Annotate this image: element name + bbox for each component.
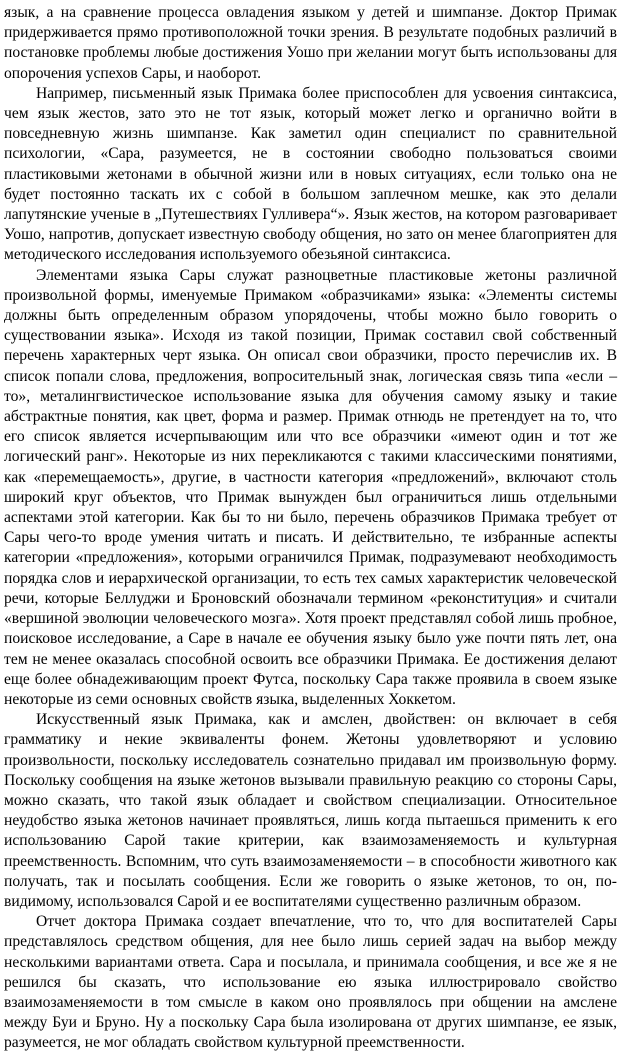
paragraph: Элементами языка Сары служат разноцветные пластиковые жетоны различной произвольной формы, именуемые Примаком «образчиками» языка: «Элементы системы должны быть определенным образом упорядочены, чтобы можно было говорить о существовании языка». Исходя из такой позиции, Примак составил свой собственный перечень характерных черт языка. Он описал свои образчики, просто перечислив их. В список попали слова, предложения, вопросительный знак, логическая связь типа «если – то», металингвистическое использование языка для обучения самому языку и такие абстрактные понятия, как цвет, форма и размер. Примак отнюдь не претендует на то, что его список является исчерпывающим или что все образчики «имеют один и тот же логический ранг». Некоторые из них перекликаются с такими классическими понятиями, как «перемещаемость», другие, в частности категория «предложений», включают столь широкий круг объектов, что Примак вынужден был ограничиться лишь отдельными аспектами этой категории. Как бы то ни было, перечень образчиков Примака требует от Сары чего-то вроде умения читать и писать. И действительно, те избранные аспекты категории «предложения», которыми ограничился Примак, подразумевают необходимость порядка слов и иерархической организации, то есть тех самых характеристик человеческой речи, которые Беллуджи и Броновский обозначали термином «реконституция» и считали «вершиной эволюции человеческого мозга». Хотя проект представлял собой лишь пробное, поисковое исследование, а Саре в начале ее обучения языку было уже почти пять лет, она тем не менее оказалась способной освоить все образчики Примака. Ее достижения делают еще более обнадеживающим проект Футса, поскольку Сара также проявила в своем языке некоторые из семи основных свойств языка, выделенных Хоккетом. (4, 266, 617, 708)
paragraph: Искусственный язык Примака, как и амслен, двойствен: он включает в себя грамматику и некие эквиваленты фонем. Жетоны удовлетворяют и условию произвольности, поскольку исследователь сознательно придавал им произвольную форму. Поскольку сообщения на языке жетонов вызывали правильную реакцию со стороны Сары, можно сказать, что такой язык обладает и свойством специализации. Относительное неудобство языка жетонов начинает проявляться, лишь когда пытаешься применить к его использованию Сарой такие критерии, как взаимозаменяемость и культурная преемственность. Вспомним, что суть взаимозаменяемости – в способности животного как получать, так и посылать сообщения. Если же говорить о языке жетонов, то он, по-видимому, использовался Сарой и ее воспитателями существенно различным образом. (4, 711, 617, 910)
paragraph: Отчет доктора Примака создает впечатление, что то, что для воспитателей Сары представлялось средством общения, для нее было лишь серией задач на выбор между несколькими вариантами ответа. Сара и посылала, и принимала сообщения, и все же я не решился бы сказать, что использование ею языка иллюстрировало свойство взаимозаменяемости в том смысле в каком оно проявлялось при общении на амслене между Буи и Бруно. Ну а поскольку Сара была изолирована от других шимпанзе, ее язык, разумеется, не мог обладать свойством культурной преемственности. (4, 913, 617, 1052)
paragraph: Например, письменный язык Примака более приспособлен для усвоения синтаксиса, чем язык жестов, зато это не тот язык, который может легко и органично войти в повседневную жизнь шимпанзе. Как заметил один специалист по сравнительной психологии, «Сара, разумеется, не в состоянии свободно пользоваться своими пластиковыми жетонами в обычной жизни или в новых ситуациях, если только она не будет постоянно таскать их с собой в большом заплечном мешке, как это делали лапутянские ученые в „Путешествиях Гулливера“». Язык жестов, на котором разговаривает Уошо, напротив, допускает известную свободу общения, но зато он менее благоприятен для методического исследования используемого обезьяной синтаксиса. (4, 84, 617, 264)
paragraph-continuation: язык, а на сравнение процесса овладения языком у детей и шимпанзе. Доктор Примак придерживается прямо противоположной точки зрения. В результате подобных различий в постановке проблемы любые достижения Уошо при желании могут быть использованы для опорочения успехов Сары, и наоборот. (4, 4, 617, 82)
